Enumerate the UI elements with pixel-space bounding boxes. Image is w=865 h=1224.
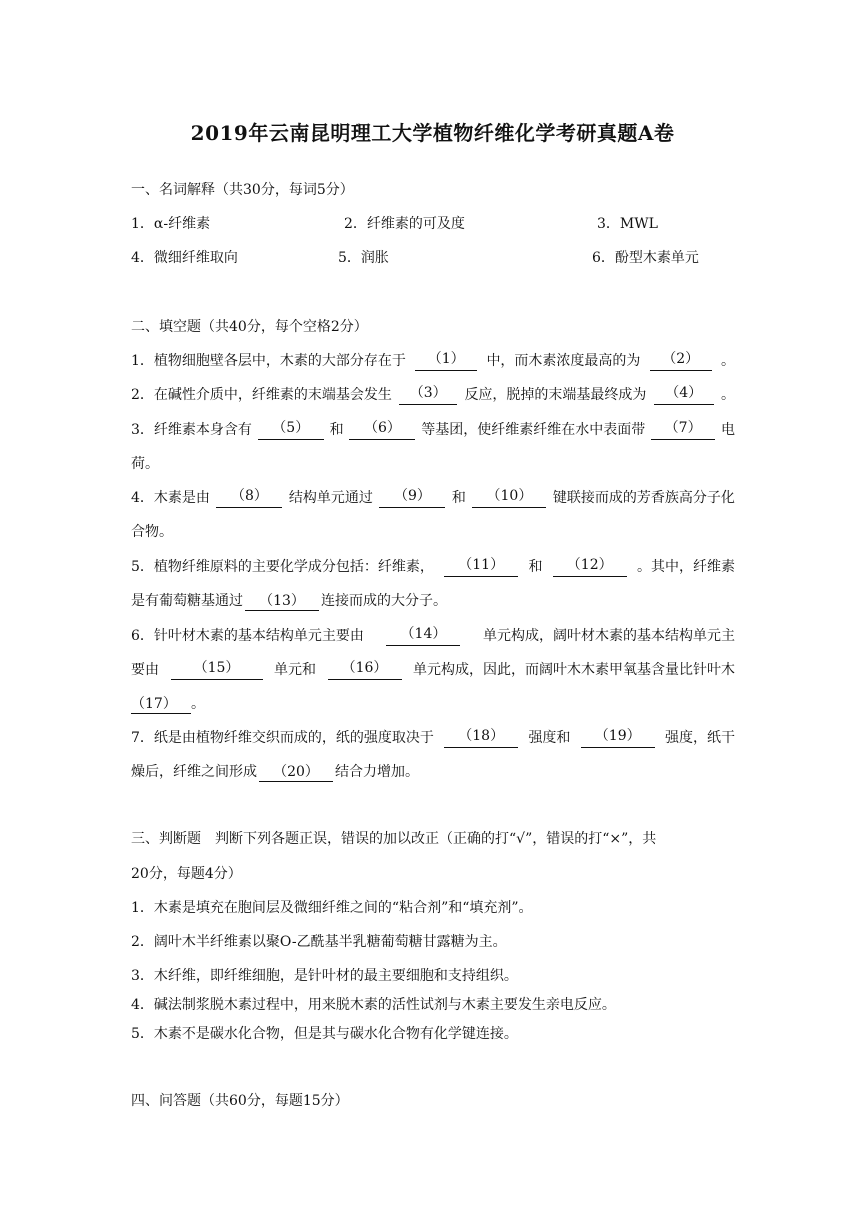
- blank-15[interactable]: （15）: [171, 660, 263, 680]
- fill-question-7: 7．纸是由植物纤维交织而成的，纸的强度取决于 （18） 强度和 （19） 强度，纸干: [131, 728, 735, 746]
- blank-3[interactable]: （3）: [399, 385, 457, 405]
- fill-question-1: 1．植物细胞壁各层中，木素的大部分存在于 （1） 中，而木素浓度最高的为 （2） 。: [131, 351, 735, 369]
- blank-18[interactable]: （18）: [444, 728, 518, 748]
- blank-7[interactable]: （7）: [651, 420, 715, 440]
- fill-question-4-cont: 合物。: [131, 524, 173, 540]
- section4-heading: 四、问答题（共60分，每题15分）: [131, 1093, 349, 1109]
- fill-question-6-cont: 要由 （15） 单元和 （16） 单元构成，因此，而阔叶木木素甲氧基含量比针叶木: [131, 660, 735, 678]
- blank-9[interactable]: （9）: [379, 488, 445, 508]
- blank-11[interactable]: （11）: [444, 557, 518, 577]
- section3-heading: 三、判断题 判断下列各题正误，错误的加以改正（正确的打“√”，错误的打“×”，共: [131, 831, 657, 847]
- blank-6[interactable]: （6）: [349, 420, 415, 440]
- blank-1[interactable]: （1）: [415, 351, 477, 371]
- term-3: 3．MWL: [597, 216, 658, 232]
- fill-question-3: 3．纤维素本身含有 （5） 和 （6） 等基团，使纤维素纤维在水中表面带 （7） 电: [131, 420, 735, 438]
- blank-20[interactable]: （20）: [259, 764, 333, 782]
- judge-item-2: 2．阔叶木半纤维素以聚O-乙酰基半乳糖葡萄糖甘露糖为主。: [131, 934, 507, 950]
- term-1: 1．α-纤维素: [131, 216, 211, 232]
- fill-question-6: 6．针叶材木素的基本结构单元主要由 （14） 单元构成，阔叶材木素的基本结构单元主: [131, 626, 735, 644]
- judge-item-4: 4．碱法制浆脱木素过程中，用来脱木素的活性试剂与木素主要发生亲电反应。: [131, 997, 616, 1013]
- blank-17[interactable]: （17）: [131, 696, 191, 714]
- blank-13[interactable]: （13）: [245, 593, 319, 611]
- blank-19[interactable]: （19）: [581, 728, 655, 748]
- fill-question-4: 4．木素是由 （8） 结构单元通过 （9） 和 （10） 键联接而成的芳香族高分子化: [131, 488, 735, 506]
- term-2: 2．纤维素的可及度: [344, 216, 465, 232]
- blank-2[interactable]: （2）: [650, 351, 712, 371]
- page-title: 2019年云南昆明理工大学植物纤维化学考研真题A卷: [190, 121, 675, 145]
- blank-5[interactable]: （5）: [258, 420, 324, 440]
- judge-item-1: 1．木素是填充在胞间层及微细纤维之间的“粘合剂”和“填充剂”。: [131, 900, 533, 916]
- term-6: 6．酚型木素单元: [592, 250, 699, 266]
- blank-16[interactable]: （16）: [328, 660, 402, 680]
- blank-14[interactable]: （14）: [386, 626, 460, 646]
- blank-12[interactable]: （12）: [553, 557, 627, 577]
- fill-question-2: 2．在碱性介质中，纤维素的末端基会发生 （3） 反应，脱掉的末端基最终成为 （4） 。: [131, 385, 735, 403]
- blank-10[interactable]: （10）: [472, 488, 546, 508]
- fill-question-5-cont: 是有葡萄糖基通过 （13） 连接而成的大分子。: [131, 593, 447, 609]
- fill-question-6-cont2: （17） 。: [131, 696, 205, 712]
- fill-question-3-cont: 荷。: [131, 456, 159, 472]
- judge-item-3: 3．木纤维，即纤维细胞，是针叶材的最主要细胞和支持组织。: [131, 968, 518, 984]
- term-4: 4．微细纤维取向: [131, 250, 238, 266]
- term-5: 5．润胀: [338, 250, 389, 266]
- blank-4[interactable]: （4）: [654, 385, 714, 405]
- blank-8[interactable]: （8）: [216, 488, 282, 508]
- section2-heading: 二、填空题（共40分，每个空格2分）: [131, 319, 368, 335]
- fill-question-5: 5．植物纤维原料的主要化学成分包括：纤维素， （11） 和 （12） 。其中，纤维素: [131, 557, 735, 575]
- judge-item-5: 5．木素不是碳水化合物，但是其与碳水化合物有化学键连接。: [131, 1026, 518, 1042]
- section3-heading-cont: 20分，每题4分）: [131, 866, 242, 882]
- section1-heading: 一、名词解释（共30分，每词5分）: [131, 182, 354, 198]
- fill-question-7-cont: 燥后，纤维之间形成 （20） 结合力增加。: [131, 764, 419, 780]
